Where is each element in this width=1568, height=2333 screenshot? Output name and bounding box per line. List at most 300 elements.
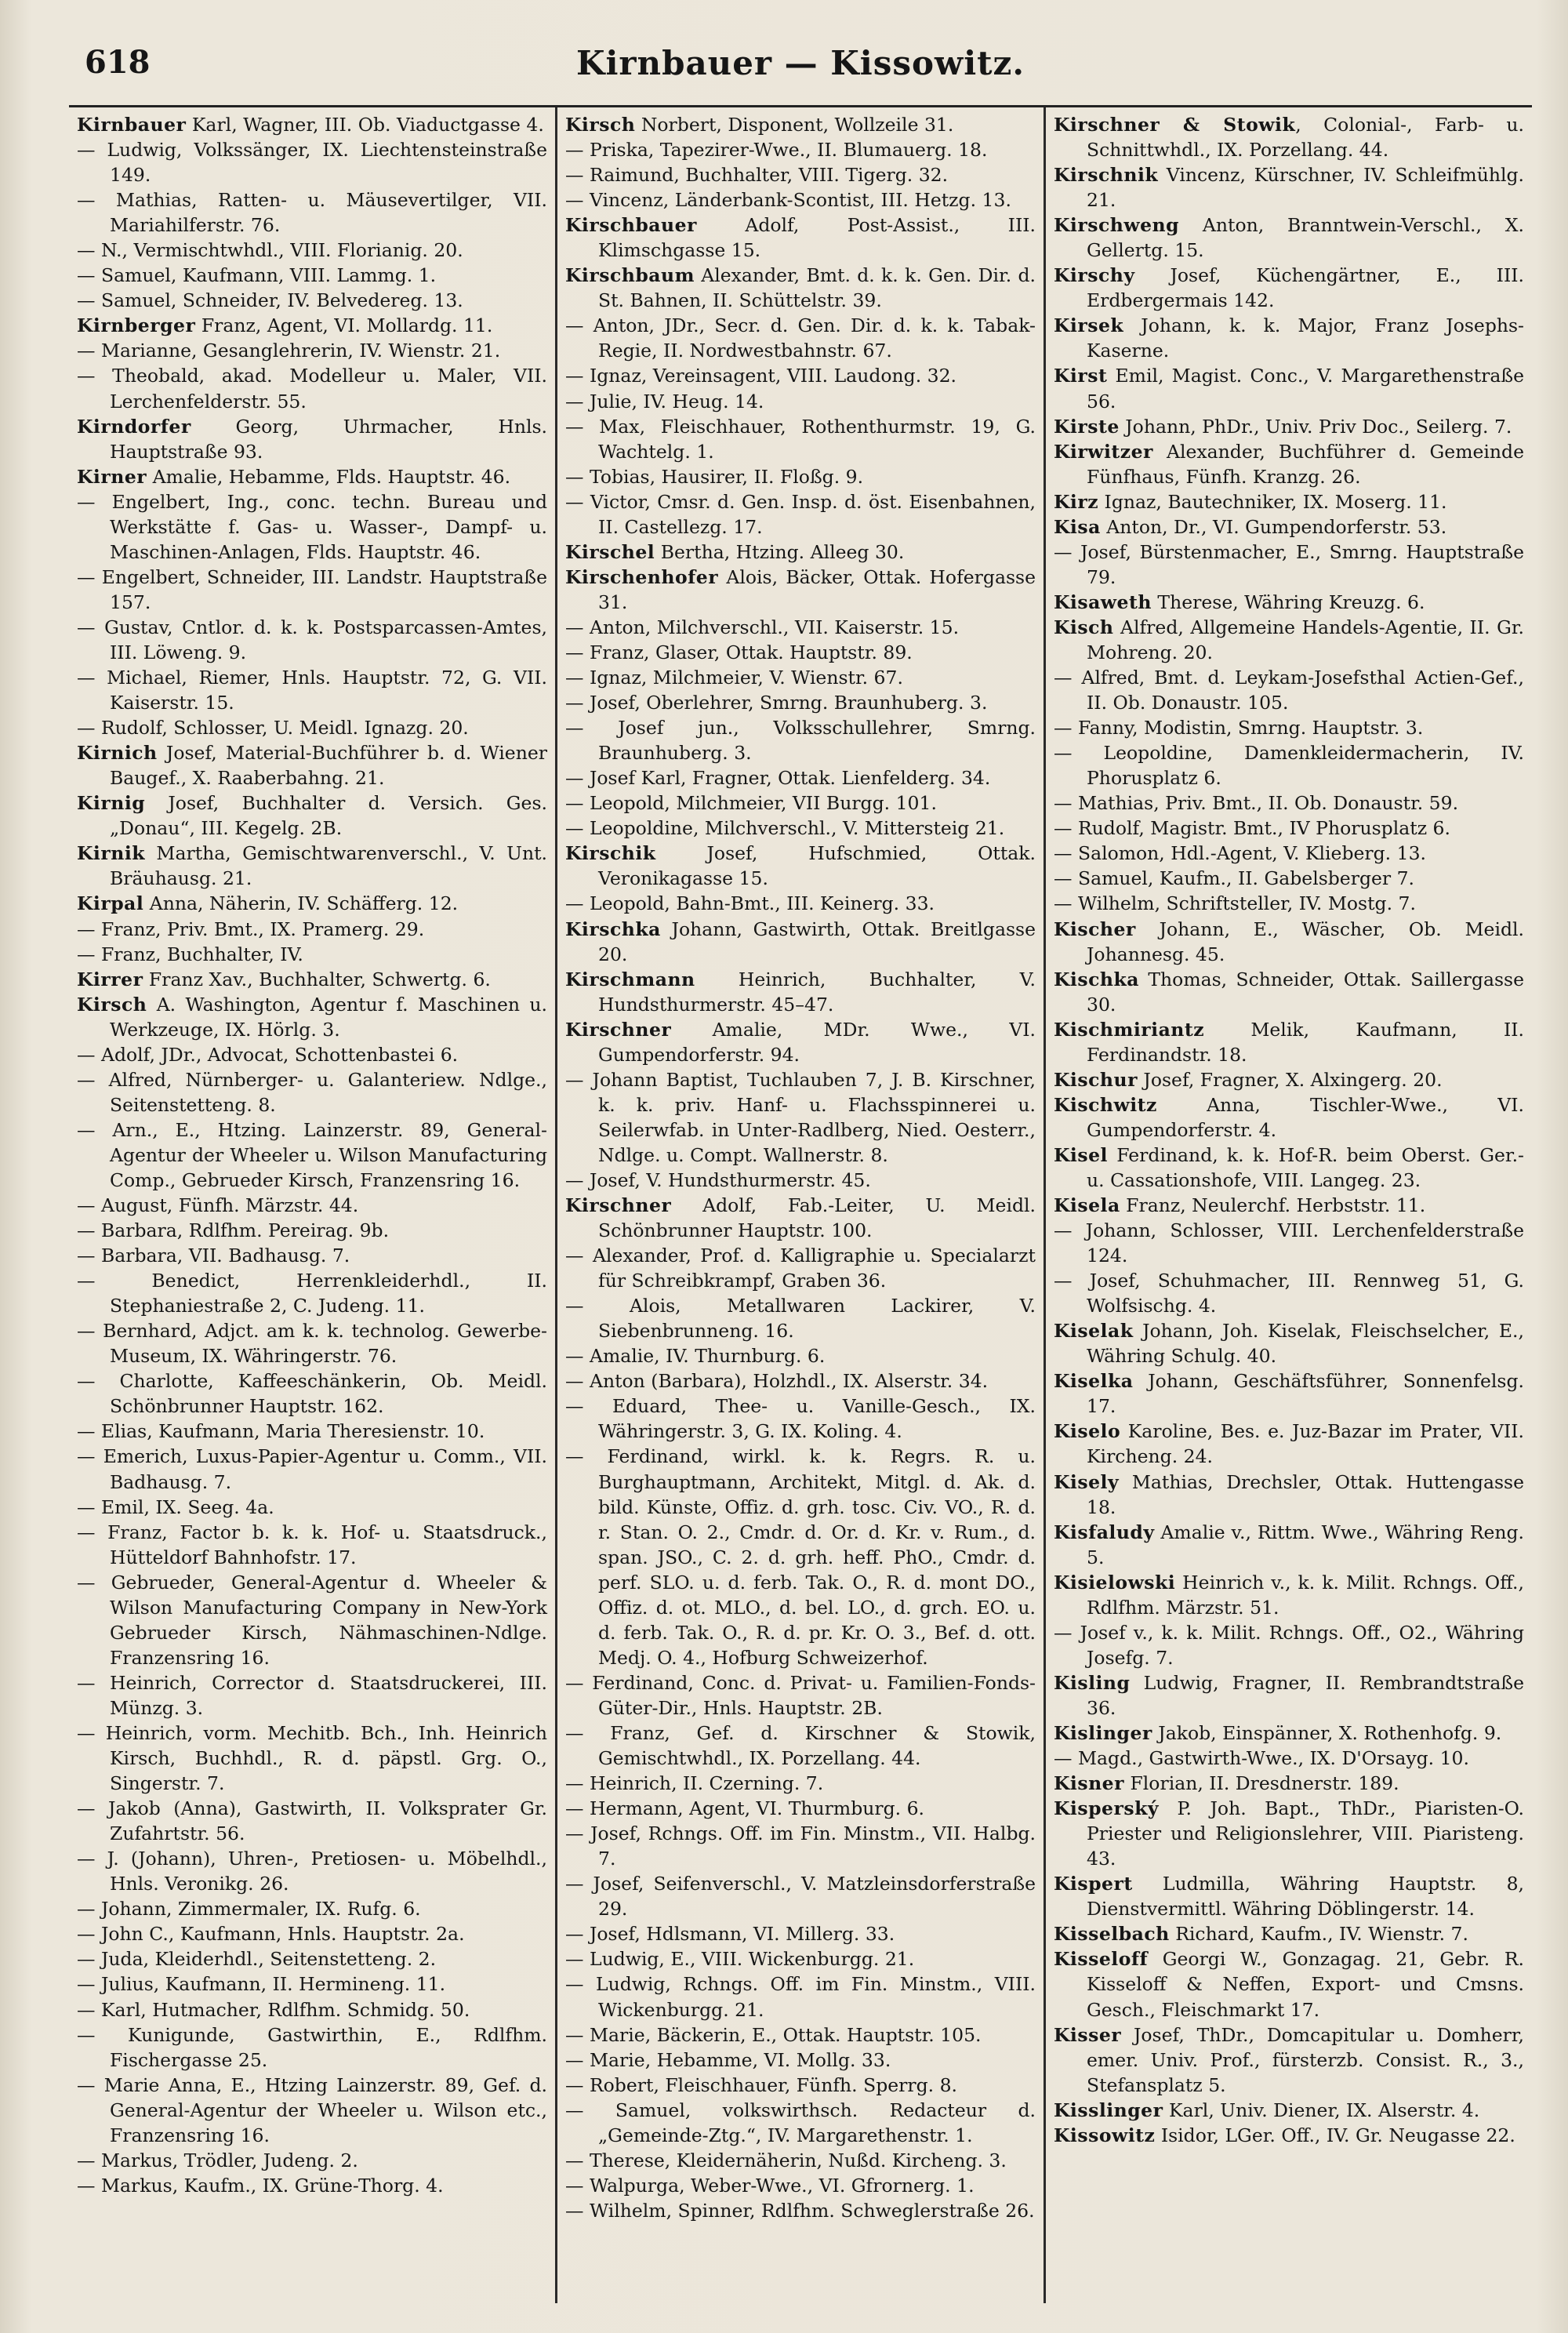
- page-header: [69, 44, 1532, 107]
- directory-entry: [1054, 1092, 1524, 1143]
- directory-entry: [565, 1796, 1036, 1821]
- entry-details: — Anton, Milchverschl., VII. Kaiserstr. 15.: [565, 616, 960, 638]
- entry-details: — Leopoldine, Milchverschl., V. Mittersteig 21.: [565, 817, 1005, 840]
- directory-entry: [565, 137, 1036, 162]
- directory-entry: [1054, 414, 1524, 439]
- entry-details: — Anton (Barbara), Holzhdl., IX. Alserstr. 34.: [565, 1370, 989, 1393]
- entry-details: Franz Xav., Buchhalter, Schwertg. 6.: [143, 968, 491, 990]
- directory-entry: [77, 1243, 547, 1268]
- entry-surname: Kischmiriantz: [1054, 1018, 1205, 1041]
- entry-surname: Kirnberger: [77, 314, 196, 337]
- entry-details: — Samuel, Kaufmann, VIII. Lammg. 1.: [77, 264, 437, 287]
- entry-details: — Benedict, Herrenkleiderhdl., II. Stephaniestraße 2, C. Judeng. 11.: [77, 1270, 547, 1317]
- entry-surname: Kirst: [1054, 365, 1108, 387]
- directory-entry: [1054, 1143, 1524, 1193]
- entry-details: Martha, Gemischtwarenverschl., V. Unt. Bräuhausg. 21.: [110, 842, 547, 890]
- entry-details: Ludwig, Fragner, II. Rembrandtstraße 36.: [1087, 1671, 1524, 1719]
- directory-entry: [565, 2073, 1036, 2098]
- directory-entry: [565, 2022, 1036, 2048]
- directory-entry: [1054, 162, 1524, 213]
- directory-entry: [77, 363, 547, 413]
- entry-surname: Kischwitz: [1054, 1093, 1157, 1116]
- directory-entry: [565, 1871, 1036, 1921]
- directory-entry: [1054, 590, 1524, 615]
- entry-surname: Kirnich: [77, 742, 158, 765]
- directory-entry: [1054, 1921, 1524, 1946]
- entry-surname: Kisselbach: [1054, 1923, 1170, 1946]
- directory-entry: [1054, 1318, 1524, 1368]
- directory-entry: [77, 1846, 547, 1896]
- directory-entry: [77, 1318, 547, 1368]
- entry-details: — Josef, Bürstenmacher, E., Smrng. Hauptstraße 79.: [1054, 540, 1524, 588]
- entry-details: Josef, ThDr., Domcapitular u. Domherr, emer. Univ. Prof., fürsterzb. Consist. R., 3., Stefansplatz 5.: [1087, 2023, 1524, 2096]
- entry-surname: Kiselka: [1054, 1370, 1134, 1393]
- entry-surname: Kischer: [1054, 918, 1136, 940]
- directory-entry: [77, 1368, 547, 1419]
- entry-details: — August, Fünfh. Märzstr. 44.: [77, 1194, 359, 1217]
- entry-details: — Juda, Kleiderhdl., Seitenstetteng. 2.: [77, 1948, 437, 1971]
- entry-details: — Adolf, JDr., Advocat, Schottenbastei 6.: [77, 1043, 459, 1066]
- directory-entry: [565, 1293, 1036, 1343]
- entry-surname: Kirschner: [565, 1018, 672, 1041]
- directory-entry: [77, 338, 547, 363]
- directory-entry: [77, 238, 547, 263]
- entry-surname: Kisela: [1054, 1194, 1120, 1217]
- entry-details: — Anton, JDr., Secr. d. Gen. Dir. d. k. k. Tabak-Regie, II. Nordwestbahnstr. 67.: [565, 314, 1036, 362]
- entry-details: Johann, Joh. Kiselak, Fleischselcher, E., Währing Schulg. 40.: [1087, 1320, 1524, 1368]
- directory-entry: [77, 1520, 547, 1570]
- directory-entry: [565, 464, 1036, 489]
- directory-entry: [1054, 1721, 1524, 1746]
- directory-entry: [1054, 1067, 1524, 1092]
- directory-entry: [565, 1193, 1036, 1243]
- entry-details: — Max, Fleischhauer, Rothenthurmstr. 19, G. Wachtelg. 1.: [565, 415, 1036, 463]
- entry-details: Jakob, Einspänner, X. Rothenhofg. 9.: [1152, 1722, 1502, 1744]
- entry-details: Amalie v., Rittm. Wwe., Währing Reng. 5.: [1087, 1521, 1524, 1568]
- directory-entry: [1054, 917, 1524, 967]
- directory-entry: [77, 1419, 547, 1444]
- entry-surname: Kirschbauer: [565, 214, 697, 237]
- directory-entry: [77, 1796, 547, 1846]
- entry-surname: Kisely: [1054, 1470, 1120, 1493]
- entry-details: — Alexander, Prof. d. Kalligraphie u. Specialarzt für Schreibkrampf, Graben 36.: [565, 1245, 1036, 1292]
- entry-details: — Johann, Schlosser, VIII. Lerchenfelderstraße 124.: [1054, 1219, 1524, 1267]
- entry-details: A. Washington, Agentur f. Maschinen u. Werkzeuge, IX. Hörlg. 3.: [110, 993, 547, 1041]
- entry-details: — Franz, Priv. Bmt., IX. Pramerg. 29.: [77, 918, 425, 940]
- entry-surname: Kirste: [1054, 415, 1120, 438]
- entry-surname: Kisseloff: [1054, 1948, 1149, 1971]
- entry-details: — Tobias, Hausirer, II. Floßg. 9.: [565, 465, 864, 488]
- entry-details: — Josef v., k. k. Milit. Rchngs. Off., O2., Währing Josefg. 7.: [1054, 1621, 1524, 1669]
- entry-details: — Leopold, Bahn-Bmt., III. Keinerg. 33.: [565, 892, 935, 915]
- entry-details: Heinrich, Buchhalter, V. Hundsthurmerstr. 45–47.: [598, 968, 1036, 1016]
- entry-details: — Markus, Trödler, Judeng. 2.: [77, 2149, 358, 2171]
- entry-details: — Gebrueder, General-Agentur d. Wheeler & Wilson Manufacturing Company in New-York Gebrueder Kirsch, Nähmaschinen-Ndlge. Franzensring 16.: [77, 1571, 547, 1669]
- directory-entry: [565, 917, 1036, 967]
- directory-entry: [77, 917, 547, 942]
- entry-surname: Kispert: [1054, 1873, 1133, 1895]
- entry-details: — Fanny, Modistin, Smrng. Hauptstr. 3.: [1054, 717, 1424, 740]
- entry-details: Franz, Agent, VI. Mollardg. 11.: [195, 314, 493, 337]
- entry-details: — Franz, Gef. d. Kirschner & Stowik, Gemischtwhdl., IX. Porzellang. 44.: [565, 1722, 1036, 1770]
- directory-entry: [565, 1168, 1036, 1193]
- directory-entry: [565, 414, 1036, 464]
- entry-details: — Emil, IX. Seeg. 4a.: [77, 1495, 274, 1518]
- entry-details: Anna, Tischler-Wwe., VI. Gumpendorferstr. 4.: [1087, 1093, 1524, 1141]
- directory-entry: [77, 2148, 547, 2173]
- entry-surname: Kirndorfer: [77, 415, 191, 438]
- entry-details: Alexander, Bmt. d. k. k. Gen. Dir. d. St. Bahnen, II. Schüttelstr. 39.: [598, 264, 1036, 312]
- entry-details: — Michael, Riemer, Hnls. Hauptstr. 72, G. VII. Kaiserstr. 15.: [77, 667, 547, 714]
- directory-entry: [77, 1921, 547, 1946]
- directory-entry: [1054, 1570, 1524, 1620]
- entry-details: Thomas, Schneider, Ottak. Saillergasse 30.: [1087, 968, 1524, 1016]
- directory-entry: [565, 489, 1036, 540]
- directory-entry: [565, 1017, 1036, 1067]
- entry-surname: Kisling: [1054, 1671, 1131, 1694]
- entry-details: — Engelbert, Ing., conc. techn. Bureau und Werkstätte f. Gas- u. Wasser-, Dampf- u. Maschinen-Anlagen, Flds. Hauptstr. 46.: [77, 490, 547, 563]
- directory-entry: [565, 1946, 1036, 1971]
- entry-details: — Bernhard, Adjct. am k. k. technolog. Gewerbe-Museum, IX. Währingerstr. 76.: [77, 1320, 547, 1368]
- entry-details: — Josef Karl, Fragner, Ottak. Lienfelderg. 34.: [565, 767, 991, 790]
- entry-details: — Rudolf, Magistr. Bmt., IV Phorusplatz 6.: [1054, 817, 1450, 840]
- directory-entry: [77, 565, 547, 615]
- entry-details: Vincenz, Kürschner, IV. Schleifmühlg. 21.: [1087, 164, 1524, 212]
- entry-surname: Kirschik: [565, 842, 656, 865]
- entry-surname: Kirz: [1054, 490, 1099, 513]
- directory-entry: [565, 213, 1036, 263]
- directory-entry: [1054, 1017, 1524, 1067]
- directory-entry: [565, 565, 1036, 615]
- directory-entry: [565, 615, 1036, 640]
- entry-details: Isidor, LGer. Off., IV. Gr. Neugasse 22.: [1155, 2124, 1515, 2146]
- entry-details: Josef, Buchhalter d. Versich. Ges. „Donau“, III. Kegelg. 2B.: [110, 792, 547, 840]
- entry-surname: Kischur: [1054, 1068, 1138, 1091]
- entry-details: Karoline, Bes. e. Juz-Bazar im Prater, VII. Kircheng. 24.: [1087, 1420, 1524, 1468]
- entry-details: — Rudolf, Schlosser, U. Meidl. Ignazg. 20.: [77, 717, 469, 740]
- entry-details: Adolf, Post-Assist., III. Klimschgasse 15.: [598, 214, 1036, 262]
- directory-entry: [77, 1193, 547, 1218]
- entry-details: — Samuel, Schneider, IV. Belvedereg. 13.: [77, 289, 463, 312]
- entry-details: — Marie, Bäckerin, E., Ottak. Hauptstr. 105.: [565, 2023, 982, 2046]
- entry-details: — Walpurga, Weber-Wwe., VI. Gfrornerg. 1.: [565, 2174, 975, 2197]
- entry-details: — Josef, V. Hundsthurmerstr. 45.: [565, 1168, 871, 1191]
- directory-entry: [1054, 615, 1524, 665]
- entry-surname: Kirpal: [77, 892, 144, 915]
- directory-entry: [77, 1997, 547, 2022]
- directory-entry: [1054, 1620, 1524, 1670]
- entry-details: — Raimund, Buchhalter, VIII. Tigerg. 32.: [565, 164, 949, 187]
- entry-details: Bertha, Htzing. Alleeg 30.: [655, 540, 905, 563]
- entry-details: , Colonial-, Farb- u. Schnittwhdl., IX. Porzellang. 44.: [1087, 114, 1525, 162]
- directory-entry: [77, 715, 547, 740]
- entry-surname: Kirwitzer: [1054, 440, 1153, 463]
- entry-details: — Ignaz, Vereinsagent, VIII. Laudong. 32.: [565, 365, 957, 387]
- entry-details: Johann, k. k. Major, Franz Josephs-Kaserne.: [1087, 314, 1524, 362]
- directory-entry: [77, 187, 547, 238]
- directory-entry: [565, 1921, 1036, 1946]
- directory-entry: [565, 967, 1036, 1017]
- entry-details: — Eduard, Thee- u. Vanille-Gesch., IX. Währingerstr. 3, G. IX. Koling. 4.: [565, 1395, 1036, 1443]
- entry-details: — Jakob (Anna), Gastwirth, II. Volksprater Gr. Zufahrtstr. 56.: [77, 1797, 547, 1845]
- directory-entry: [77, 942, 547, 967]
- directory-entry: [1054, 540, 1524, 590]
- directory-entry: [565, 690, 1036, 715]
- entry-details: Georg, Uhrmacher, Hnls. Hauptstraße 93.: [110, 415, 547, 463]
- directory-entry: [565, 1067, 1036, 1168]
- entry-details: — Josef, Rchngs. Off. im Fin. Minstm., VII. Halbg. 7.: [565, 1822, 1036, 1870]
- entry-surname: Kirsch: [77, 993, 147, 1016]
- entry-details: — Franz, Buchhalter, IV.: [77, 943, 303, 965]
- directory-entry: [565, 2198, 1036, 2223]
- entry-details: — Vincenz, Länderbank-Scontist, III. Hetzg. 13.: [565, 189, 1011, 212]
- entry-details: Ludmilla, Währing Hauptstr. 8, Dienstvermittl. Währing Döblingerstr. 14.: [1087, 1873, 1524, 1921]
- entry-details: — N., Vermischtwhdl., VIII. Florianig. 20.: [77, 239, 463, 262]
- entry-details: — Wilhelm, Schriftsteller, IV. Mostg. 7.: [1054, 892, 1416, 915]
- directory-entry: [77, 615, 547, 665]
- entry-details: — Theobald, akad. Modelleur u. Maler, VII. Lerchenfelderstr. 55.: [77, 365, 547, 412]
- entry-details: — Alois, Metallwaren Lackirer, V. Siebenbrunneng. 16.: [565, 1295, 1036, 1343]
- directory-entry: [1054, 841, 1524, 866]
- entry-details: — Leopoldine, Damenkleidermacherin, IV. Phorusplatz 6.: [1054, 742, 1524, 790]
- directory-entry: [1054, 2022, 1524, 2098]
- entry-details: — Markus, Kaufm., IX. Grüne-Thorg. 4.: [77, 2174, 444, 2197]
- directory-entry: [1054, 866, 1524, 891]
- directory-entry: [565, 816, 1036, 841]
- directory-entry: [1054, 263, 1524, 313]
- directory-entry: [1054, 790, 1524, 816]
- directory-entry: [1054, 740, 1524, 790]
- entry-details: — Amalie, IV. Thurnburg. 6.: [565, 1345, 826, 1368]
- entry-details: — Magd., Gastwirth-Wwe., IX. D'Orsayg. 10.: [1054, 1747, 1469, 1770]
- entry-details: Ignaz, Bautechniker, IX. Moserg. 11.: [1098, 490, 1447, 513]
- directory-entry: [77, 1218, 547, 1243]
- directory-entry: [565, 891, 1036, 916]
- directory-entry: [1054, 439, 1524, 489]
- directory-entry: [77, 1670, 547, 1721]
- entry-surname: Kirschner & Stowik: [1054, 114, 1296, 136]
- entry-surname: Kirschnik: [1054, 164, 1159, 187]
- entry-details: Therese, Währing Kreuzg. 6.: [1151, 591, 1425, 613]
- entry-surname: Kisielowski: [1054, 1571, 1176, 1593]
- entry-details: Amalie, MDr. Wwe., VI. Gumpendorferstr. 94.: [598, 1018, 1036, 1066]
- entry-details: — Josef jun., Volksschullehrer, Smrng. Braunhuberg. 3.: [565, 717, 1036, 765]
- directory-entry: [1054, 1946, 1524, 2022]
- entry-details: — Franz, Factor b. k. k. Hof- u. Staatsdruck., Hütteldorf Bahnhofstr. 17.: [77, 1521, 547, 1568]
- directory-entry: [1054, 1268, 1524, 1318]
- directory-entry: [1054, 665, 1524, 715]
- directory-entry: [1054, 891, 1524, 916]
- directory-entry: [565, 1444, 1036, 1670]
- column-left: [69, 107, 555, 2303]
- entry-details: — Josef, Seifenverschl., V. Matzleinsdorferstraße 29.: [565, 1873, 1036, 1921]
- entry-details: — Barbara, Rdlfhm. Pereirag. 9b.: [77, 1219, 390, 1242]
- entry-details: — J. (Johann), Uhren-, Pretiosen- u. Möbelhdl., Hnls. Veronikg. 26.: [77, 1848, 547, 1895]
- entry-details: Josef, Hufschmied, Ottak. Veronikagasse 15.: [598, 842, 1036, 890]
- directory-entry: [1054, 967, 1524, 1017]
- entry-surname: Kirnik: [77, 842, 146, 865]
- entry-details: — Arn., E., Htzing. Lainzerstr. 89, General-Agentur der Wheeler u. Wilson Manufacturing Comp., Gebrueder Kirsch, Franzensring 16.: [77, 1118, 547, 1191]
- entry-details: — Mathias, Ratten- u. Mäusevertilger, VII. Mariahilferstr. 76.: [77, 189, 547, 237]
- entry-surname: Kisa: [1054, 515, 1101, 538]
- directory-entry: [565, 765, 1036, 790]
- entry-details: — Josef, Schuhmacher, III. Rennweg 51, G. Wolfsischg. 4.: [1054, 1270, 1524, 1317]
- entry-details: Mathias, Drechsler, Ottak. Huttengasse 18.: [1087, 1470, 1524, 1518]
- page-number: 618: [85, 44, 151, 81]
- entry-details: Johann, Geschäftsführer, Sonnenfelsg. 17.: [1087, 1370, 1524, 1418]
- directory-entry: [565, 187, 1036, 213]
- entry-details: — Marie, Hebamme, VI. Mollg. 33.: [565, 2048, 891, 2071]
- directory-entry: [565, 363, 1036, 388]
- directory-entry: [77, 414, 547, 464]
- directory-entry: [565, 1243, 1036, 1293]
- entry-details: Richard, Kaufm., IV. Wienstr. 7.: [1169, 1923, 1468, 1946]
- entry-surname: Kisel: [1054, 1143, 1108, 1166]
- entry-details: Anna, Näherin, IV. Schäfferg. 12.: [143, 892, 459, 915]
- entry-surname: Kirschy: [1054, 264, 1135, 287]
- entry-surname: Kisch: [1054, 616, 1114, 638]
- directory-entry: [1054, 1746, 1524, 1771]
- entry-surname: Kisslinger: [1054, 2099, 1163, 2121]
- entry-details: — Therese, Kleidernäherin, Nußd. Kircheng. 3.: [565, 2149, 1007, 2171]
- entry-surname: Kissowitz: [1054, 2124, 1156, 2146]
- entry-surname: Kisser: [1054, 2023, 1122, 2046]
- entry-details: — John C., Kaufmann, Hnls. Hauptstr. 2a.: [77, 1923, 465, 1946]
- directory-entry: [1054, 1218, 1524, 1268]
- directory-entry: [565, 263, 1036, 313]
- entry-details: Alexander, Buchführer d. Gemeinde Fünfhaus, Fünfh. Kranzg. 26.: [1087, 440, 1524, 488]
- entry-surname: Kiselak: [1054, 1320, 1134, 1343]
- directory-entry: [77, 1495, 547, 1520]
- directory-entry: [565, 1670, 1036, 1721]
- column-middle: [555, 107, 1044, 2303]
- directory-entry: [565, 2048, 1036, 2073]
- entry-details: — Wilhelm, Spinner, Rdlfhm. Schweglerstraße 26.: [565, 2199, 1035, 2222]
- entry-details: — Robert, Fleischhauer, Fünfh. Sperrg. 8.: [565, 2073, 958, 2096]
- directory-entry: [77, 313, 547, 338]
- entry-details: Melik, Kaufmann, II. Ferdinandstr. 18.: [1087, 1018, 1524, 1066]
- entry-details: — Karl, Hutmacher, Rdlfhm. Schmidg. 50.: [77, 1998, 470, 2021]
- entry-surname: Kirschel: [565, 540, 655, 563]
- directory-entry: [77, 740, 547, 790]
- entry-details: Josef, Küchengärtner, E., III. Erdbergermais 142.: [1087, 264, 1524, 312]
- directory-entry: [77, 1444, 547, 1494]
- entry-details: — Franz, Glaser, Ottak. Hauptstr. 89.: [565, 641, 913, 663]
- entry-details: — Johann Baptist, Tuchlauben 7, J. B. Kirschner, k. k. priv. Hanf- u. Flachsspinnerei u. Seilerwfab. in Unter-Radlberg, Nied. Oesterr., Ndlge. u. Compt. Wallnerstr. 8.: [565, 1068, 1036, 1166]
- directory-entry: [1054, 1771, 1524, 1796]
- entry-surname: Kirschweng: [1054, 214, 1180, 237]
- entry-details: — Hermann, Agent, VI. Thurmburg. 6.: [565, 1797, 925, 1820]
- directory-entry: [1054, 816, 1524, 841]
- directory-entry: [565, 313, 1036, 363]
- entry-details: Emil, Magist. Conc., V. Margarethenstraße 56.: [1087, 365, 1524, 412]
- directory-entry: [565, 1394, 1036, 1444]
- directory-entry: [1054, 1193, 1524, 1218]
- entry-details: — Ludwig, Volkssänger, IX. Liechtensteinstraße 149.: [77, 139, 547, 187]
- entry-details: — Josef, Oberlehrer, Smrng. Braunhuberg. 3.: [565, 692, 988, 714]
- entry-details: — Alfred, Nürnberger- u. Galanteriew. Ndlge., Seitenstetteng. 8.: [77, 1068, 547, 1116]
- entry-details: Heinrich v., k. k. Milit. Rchngs. Off., Rdlfhm. Märzstr. 51.: [1087, 1571, 1524, 1619]
- entry-details: — Marie Anna, E., Htzing Lainzerstr. 89, Gef. d. General-Agentur der Wheeler u. Wilson etc., Franzensring 16.: [77, 2073, 547, 2146]
- entry-surname: Kislinger: [1054, 1722, 1152, 1744]
- entry-details: — Engelbert, Schneider, III. Landstr. Hauptstraße 157.: [77, 565, 547, 613]
- entry-details: — Mathias, Priv. Bmt., II. Ob. Donaustr. 59.: [1054, 792, 1459, 815]
- entry-surname: Kirner: [77, 465, 147, 488]
- entry-details: — Ferdinand, Conc. d. Privat- u. Familien-Fonds-Güter-Dir., Hnls. Hauptstr. 2B.: [565, 1671, 1036, 1719]
- directory-entry: [565, 112, 1036, 137]
- entry-surname: Kirschmann: [565, 968, 695, 990]
- entry-details: Josef, Material-Buchführer b. d. Wiener Baugef., X. Raaberbahng. 21.: [110, 742, 547, 790]
- directory-entry: [1054, 1670, 1524, 1721]
- directory-entry: [77, 464, 547, 489]
- directory-entry: [565, 665, 1036, 690]
- directory-entry: [77, 1896, 547, 1921]
- entry-details: — Barbara, VII. Badhausg. 7.: [77, 1245, 350, 1267]
- directory-entry: [1054, 489, 1524, 514]
- directory-entry: [77, 1971, 547, 1997]
- directory-entry: [565, 640, 1036, 665]
- directory-entry: [565, 2148, 1036, 2173]
- entry-details: Franz, Neulerchf. Herbststr. 11.: [1120, 1194, 1426, 1217]
- directory-entry: [77, 1067, 547, 1117]
- directory-entry: [565, 1821, 1036, 1871]
- directory-entry: [77, 790, 547, 841]
- entry-details: P. Joh. Bapt., ThDr., Piaristen-O. Priester und Religionslehrer, VIII. Piaristeng. 43.: [1087, 1797, 1524, 1870]
- entry-details: Norbert, Disponent, Wollzeile 31.: [635, 114, 954, 136]
- entry-details: — Ludwig, E., VIII. Wickenburgg. 21.: [565, 1948, 915, 1971]
- directory-entry: [565, 790, 1036, 816]
- directory-entry: [77, 1570, 547, 1670]
- entry-details: — Samuel, volkswirthsch. Redacteur d. „Gemeinde-Ztg.“, IV. Margarethenstr. 1.: [565, 2099, 1036, 2146]
- entry-surname: Kirnbauer: [77, 114, 187, 136]
- entry-surname: Kirschbaum: [565, 264, 695, 287]
- entry-details: — Johann, Zimmermaler, IX. Rufg. 6.: [77, 1898, 421, 1921]
- entry-details: — Heinrich, Corrector d. Staatsdruckerei, III. Münzg. 3.: [77, 1671, 547, 1719]
- entry-details: Alois, Bäcker, Ottak. Hofergasse 31.: [598, 565, 1036, 613]
- entry-details: — Leopold, Milchmeier, VII Burgg. 101.: [565, 792, 937, 815]
- directory-entry: [77, 1117, 547, 1193]
- entry-details: Karl, Univ. Diener, IX. Alserstr. 4.: [1163, 2099, 1480, 2121]
- entry-details: — Marianne, Gesanglehrerin, IV. Wienstr. 21.: [77, 340, 501, 362]
- entry-details: Adolf, Fab.-Leiter, U. Meidl. Schönbrunner Hauptstr. 100.: [598, 1194, 1036, 1242]
- entry-details: — Priska, Tapezirer-Wwe., II. Blumauerg. 18.: [565, 139, 988, 162]
- entry-details: Alfred, Allgemeine Handels-Agentie, II. Gr. Mohreng. 20.: [1087, 616, 1524, 663]
- directory-entry: [77, 112, 547, 137]
- directory-entry: [77, 1268, 547, 1318]
- directory-entry: [1054, 112, 1524, 162]
- directory-entry: [1054, 1796, 1524, 1871]
- directory-entry: [565, 1971, 1036, 2022]
- directory-entry: [565, 1721, 1036, 1771]
- directory-entry: [1054, 2098, 1524, 2123]
- directory-entry: [1054, 1520, 1524, 1570]
- entry-details: — Heinrich, vorm. Mechitb. Bch., Inh. Heinrich Kirsch, Buchhdl., R. d. päpstl. Grg. O., Singerstr. 7.: [77, 1722, 547, 1795]
- entry-details: Johann, PhDr., Univ. Priv Doc., Seilerg. 7.: [1119, 415, 1512, 438]
- entry-details: — Samuel, Kaufm., II. Gabelsberger 7.: [1054, 867, 1415, 890]
- directory-entry: [77, 288, 547, 313]
- directory-entry: [77, 1042, 547, 1067]
- directory-entry: [77, 1721, 547, 1796]
- directory-entry: [565, 2098, 1036, 2148]
- directory-entry: [565, 2173, 1036, 2198]
- entry-details: — Ignaz, Milchmeier, V. Wienstr. 67.: [565, 667, 903, 689]
- directory-entry: [77, 263, 547, 288]
- entry-details: — Kunigunde, Gastwirthin, E., Rdlfhm. Fischergasse 25.: [77, 2023, 547, 2071]
- entry-surname: Kischka: [1054, 968, 1139, 990]
- entry-details: — Heinrich, II. Czerning. 7.: [565, 1772, 824, 1795]
- entry-details: — Alfred, Bmt. d. Leykam-Josefsthal Actien-Gef., II. Ob. Donaustr. 105.: [1054, 667, 1524, 714]
- entry-surname: Kiselo: [1054, 1420, 1121, 1443]
